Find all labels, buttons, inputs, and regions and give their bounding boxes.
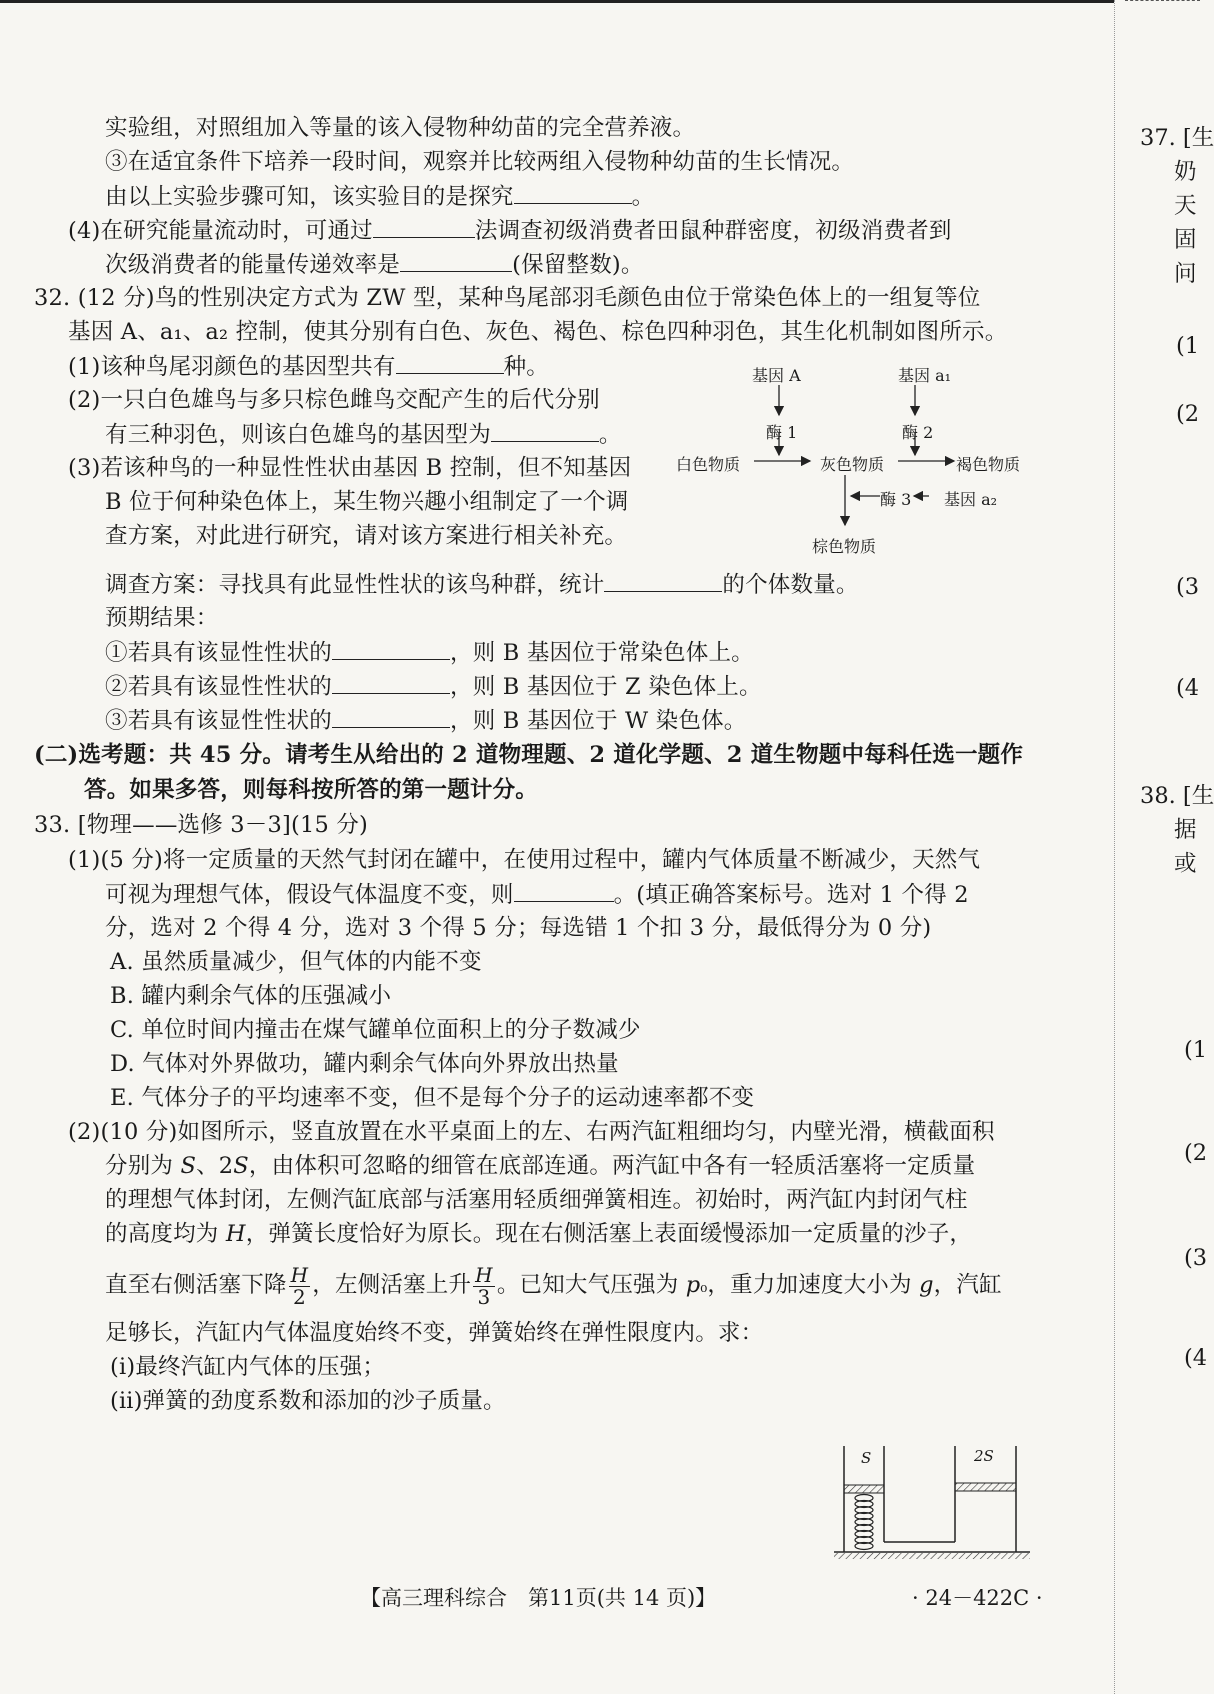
fragment-text: (1 bbox=[1176, 333, 1200, 359]
text-line: 实验组，对照组加入等量的该入侵物种幼苗的完全营养液。 bbox=[105, 115, 696, 141]
fragment-text: 固 bbox=[1174, 227, 1197, 253]
white-substance-label: 白色物质 bbox=[676, 455, 741, 474]
answer-blank[interactable] bbox=[400, 249, 512, 272]
text-line: 的理想气体封闭，左侧汽缸底部与活塞用轻质细弹簧相连。初始时，两汽缸内封闭气柱 bbox=[105, 1187, 968, 1213]
fragment-text: 据 bbox=[1174, 817, 1197, 843]
fragment-text: (1 bbox=[1184, 1037, 1208, 1063]
option-e[interactable]: E. 气体分子的平均速率不变，但不是每个分子的运动速率都不变 bbox=[110, 1085, 755, 1111]
gene-a-label: 基因 A bbox=[752, 366, 801, 385]
fragment-text: (3 bbox=[1184, 1245, 1208, 1271]
gray-substance-label: 灰色物质 bbox=[820, 455, 885, 474]
enzyme-3-label: 酶 3 bbox=[880, 490, 912, 509]
text-line: 由以上实验步骤可知，该实验目的是探究 。 bbox=[105, 181, 654, 212]
brown-substance-label: 褐色物质 bbox=[956, 455, 1021, 474]
enzyme-2-label: 酶 2 bbox=[902, 423, 934, 442]
text-line: (ⅰ)最终汽缸内气体的压强； bbox=[110, 1354, 386, 1380]
text-line: (4)在研究能量流动时，可通过 法调查初级消费者田鼠种群密度，初级消费者到 bbox=[68, 215, 952, 246]
fragment-text: (2 bbox=[1184, 1140, 1208, 1166]
fragment-text: (3 bbox=[1176, 574, 1200, 600]
text-line: ②若具有该显性性状的 ，则 B 基因位于 Z 染色体上。 bbox=[105, 671, 762, 702]
text-line: (ⅱ)弹簧的劲度系数和添加的沙子质量。 bbox=[110, 1388, 506, 1414]
answer-blank[interactable] bbox=[604, 569, 722, 592]
option-a[interactable]: A. 虽然质量减少，但气体的内能不变 bbox=[110, 949, 482, 975]
answer-blank[interactable] bbox=[373, 215, 475, 238]
answer-blank[interactable] bbox=[332, 637, 450, 660]
answer-blank[interactable] bbox=[396, 351, 504, 374]
text-line: (2)(10 分)如图所示，竖直放置在水平桌面上的左、右两汽缸粗细均匀，内壁光滑，横截面积 bbox=[68, 1119, 995, 1145]
section-heading: (二)选考题：共 45 分。请考生从给出的 2 道物理题、2 道化学题、2 道生物题中每科任选一题作 bbox=[34, 742, 1024, 768]
text-line: 基因 A、a₁、a₂ 控制，使其分别有白色、灰色、褐色、棕色四种羽色，其生化机制如图所示。 bbox=[68, 319, 1008, 345]
option-d[interactable]: D. 气体对外界做功，罐内剩余气体向外界放出热量 bbox=[110, 1051, 619, 1077]
top-border bbox=[0, 0, 1114, 3]
question-32-title: 32. (12 分)鸟的性别决定方式为 ZW 型，某种鸟尾部羽毛颜色由位于常染色体上的一组复等位 bbox=[34, 285, 981, 311]
fragment-text: 问 bbox=[1174, 261, 1197, 287]
fragment-text: 或 bbox=[1174, 851, 1197, 877]
text-line: 的高度均为 H，弹簧长度恰好为原长。现在右侧活塞上表面缓慢添加一定质量的沙子， bbox=[105, 1221, 973, 1247]
text-line: (2)一只白色雄鸟与多只棕色雌鸟交配产生的后代分别 bbox=[68, 387, 600, 413]
section-heading: 答。如果多答，则每科按所答的第一题计分。 bbox=[84, 777, 539, 803]
text-line: 分别为 S、2S，由体积可忽略的细管在底部连通。两汽缸中各有一轻质活塞将一定质量 bbox=[105, 1153, 976, 1179]
fragment-text: (4 bbox=[1176, 675, 1200, 701]
text-line: 次级消费者的能量传递效率是 (保留整数)。 bbox=[105, 249, 644, 280]
answer-blank[interactable] bbox=[514, 181, 632, 204]
fragment-text: 奶 bbox=[1174, 159, 1197, 185]
text-line: (1)(5 分)将一定质量的天然气封闭在罐中，在使用过程中，罐内气体质量不断减少，天然气 bbox=[68, 847, 981, 873]
answer-blank[interactable] bbox=[332, 705, 450, 728]
text-line: 调查方案：寻找具有此显性性状的该鸟种群，统计 的个体数量。 bbox=[105, 569, 859, 600]
text-line: ③在适宜条件下培养一段时间，观察并比较两组入侵物种幼苗的生长情况。 bbox=[105, 149, 855, 175]
page-footer: 【高三理科综合 第11页(共 14 页)】 bbox=[360, 1586, 717, 1610]
fraction: $\frac{H}{2}$ bbox=[290, 1262, 309, 1309]
enzyme-1-label: 酶 1 bbox=[766, 423, 798, 442]
answer-blank[interactable] bbox=[332, 671, 450, 694]
fragment-text: 天 bbox=[1174, 193, 1197, 219]
top-border-right bbox=[1125, 0, 1200, 2]
answer-blank[interactable] bbox=[514, 879, 614, 902]
fragment-text: (4 bbox=[1184, 1345, 1208, 1371]
right-area-label: 2S bbox=[974, 1447, 994, 1465]
fraction: $\frac{H}{3}$ bbox=[475, 1262, 493, 1309]
text-line: ①若具有该显性性状的 ，则 B 基因位于常染色体上。 bbox=[105, 637, 754, 668]
tan-substance-label: 棕色物质 bbox=[812, 537, 877, 556]
column-divider bbox=[1114, 0, 1116, 1694]
text-line: 有三种羽色，则该白色雄鸟的基因型为 。 bbox=[105, 419, 622, 450]
option-c[interactable]: C. 单位时间内撞击在煤气罐单位面积上的分子数减少 bbox=[110, 1017, 641, 1043]
gene-a1-label: 基因 a₁ bbox=[898, 366, 952, 385]
text-line: 分，选对 2 个得 4 分，选对 3 个得 5 分；每选错 1 个扣 3 分，最低得分为 0 分) bbox=[105, 915, 932, 941]
text-line: B 位于何种染色体上，某生物兴趣小组制定了一个调 bbox=[105, 489, 629, 515]
text-line: 查方案，对此进行研究，请对该方案进行相关补充。 bbox=[105, 523, 628, 549]
text-line: (1)该种鸟尾羽颜色的基因型共有 种。 bbox=[68, 351, 549, 382]
text-line: 直至右侧活塞下降 $\frac{H}{2}$ ，左侧活塞上升 $\frac{H}{3}$ 。已知大气压强为 p₀，重力加速度大小为 g，汽缸 bbox=[105, 1262, 1002, 1309]
option-b[interactable]: B. 罐内剩余气体的压强减小 bbox=[110, 983, 392, 1009]
left-area-label: S bbox=[861, 1449, 872, 1467]
exam-code: · 24－422C · bbox=[912, 1586, 1043, 1610]
text-line: 预期结果： bbox=[105, 605, 219, 631]
answer-blank[interactable] bbox=[491, 419, 599, 442]
text-line: 足够长，汽缸内气体温度始终不变，弹簧始终在弹性限度内。求： bbox=[105, 1320, 764, 1346]
text-line: (3)若该种鸟的一种显性性状由基因 B 控制，但不知基因 bbox=[68, 455, 632, 481]
question-33-title: 33. [物理——选修 3－3](15 分) bbox=[34, 812, 369, 838]
text-line: 可视为理想气体，假设气体温度不变，则 。(填正确答案标号。选对 1 个得 2 bbox=[105, 879, 969, 910]
fragment-text: (2 bbox=[1176, 401, 1200, 427]
gene-a2-label: 基因 a₂ bbox=[944, 490, 998, 509]
spring-icon bbox=[855, 1495, 873, 1550]
question-38-title: 38. [生 bbox=[1140, 783, 1214, 809]
question-37-title: 37. [生 bbox=[1140, 125, 1214, 151]
text-line: ③若具有该显性性状的 ，则 B 基因位于 W 染色体。 bbox=[105, 705, 747, 736]
